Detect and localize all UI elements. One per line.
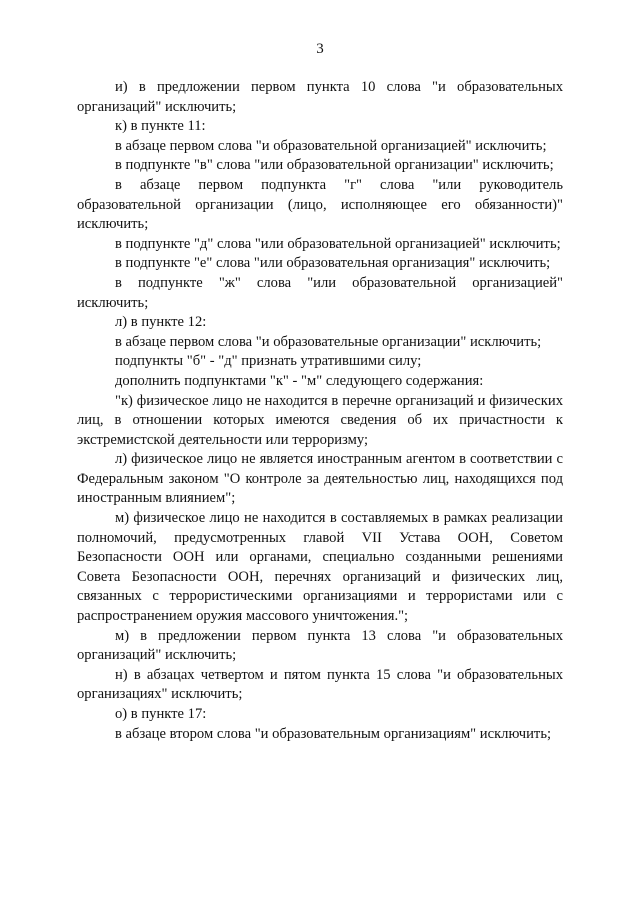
page-number: 3 <box>316 41 324 57</box>
paragraph-new-l: л) физическое лицо не является иностранным агентом в соответствии с Федеральным законом "О контроле за деятельностью лиц, находящихся под иностранным влиянием"; <box>77 451 563 507</box>
paragraph-new-k: "к) физическое лицо не находится в перечне организаций и физических лиц, в отношении которых имеются сведения об их причастности к экстремистской деятельности или терроризму; <box>77 392 563 448</box>
paragraph-l: л) в пункте 12: <box>115 314 207 331</box>
paragraph-k-6: в подпункте "ж" слова "или образовательной организацией" исключить; <box>77 274 563 311</box>
paragraph-k: к) в пункте 11: <box>115 118 206 135</box>
paragraph-k-5: в подпункте "е" слова "или образовательная организация" исключить; <box>115 255 551 272</box>
paragraph-o: о) в пункте 17: <box>115 706 207 722</box>
paragraph-k-1: в абзаце первом слова "и образовательной организацией" исключить; <box>115 137 547 154</box>
paragraph-l-3: дополнить подпунктами "к" - "м" следующего содержания: <box>115 372 484 389</box>
document-body <box>77 78 563 744</box>
paragraph-l-2: подпункты "б" - "д" признать утратившими силу; <box>115 353 422 370</box>
paragraph-n: н) в абзацах четвертом и пятом пункта 15 слова "и образовательных организациях" исключить; <box>77 666 563 703</box>
paragraph-k-2: в подпункте "в" слова "или образовательной организации" исключить; <box>115 157 554 174</box>
paragraph-new-m: м) физическое лицо не находится в составляемых в рамках реализации полномочий, предусмотренных главой VII Устава ООН, Советом Безопасности ООН или органами, специально созданными решениями Совета Безопасности ООН, перечнях организаций и физических лиц, связанных с террористическими организациями и террористами или с распространением оружия массового уничтожения."; <box>77 510 563 625</box>
paragraph-k-3: в абзаце первом подпункта "г" слова "или руководитель образовательной организации (лицо, исполняющее его обязанности)" исключить; <box>77 176 563 233</box>
paragraph-l-1: в абзаце первом слова "и образовательные организации" исключить; <box>115 333 542 350</box>
paragraph-k-4: в подпункте "д" слова "или образовательной организацией" исключить; <box>115 235 561 252</box>
paragraph-m: м) в предложении первом пункта 13 слова "и образовательных организаций" исключить; <box>77 627 563 664</box>
paragraph-o-1: в абзаце втором слова "и образовательным организациям" исключить; <box>115 725 552 742</box>
paragraph-i: и) в предложении первом пункта 10 слова "и образовательных организаций" исключить; <box>77 79 563 115</box>
